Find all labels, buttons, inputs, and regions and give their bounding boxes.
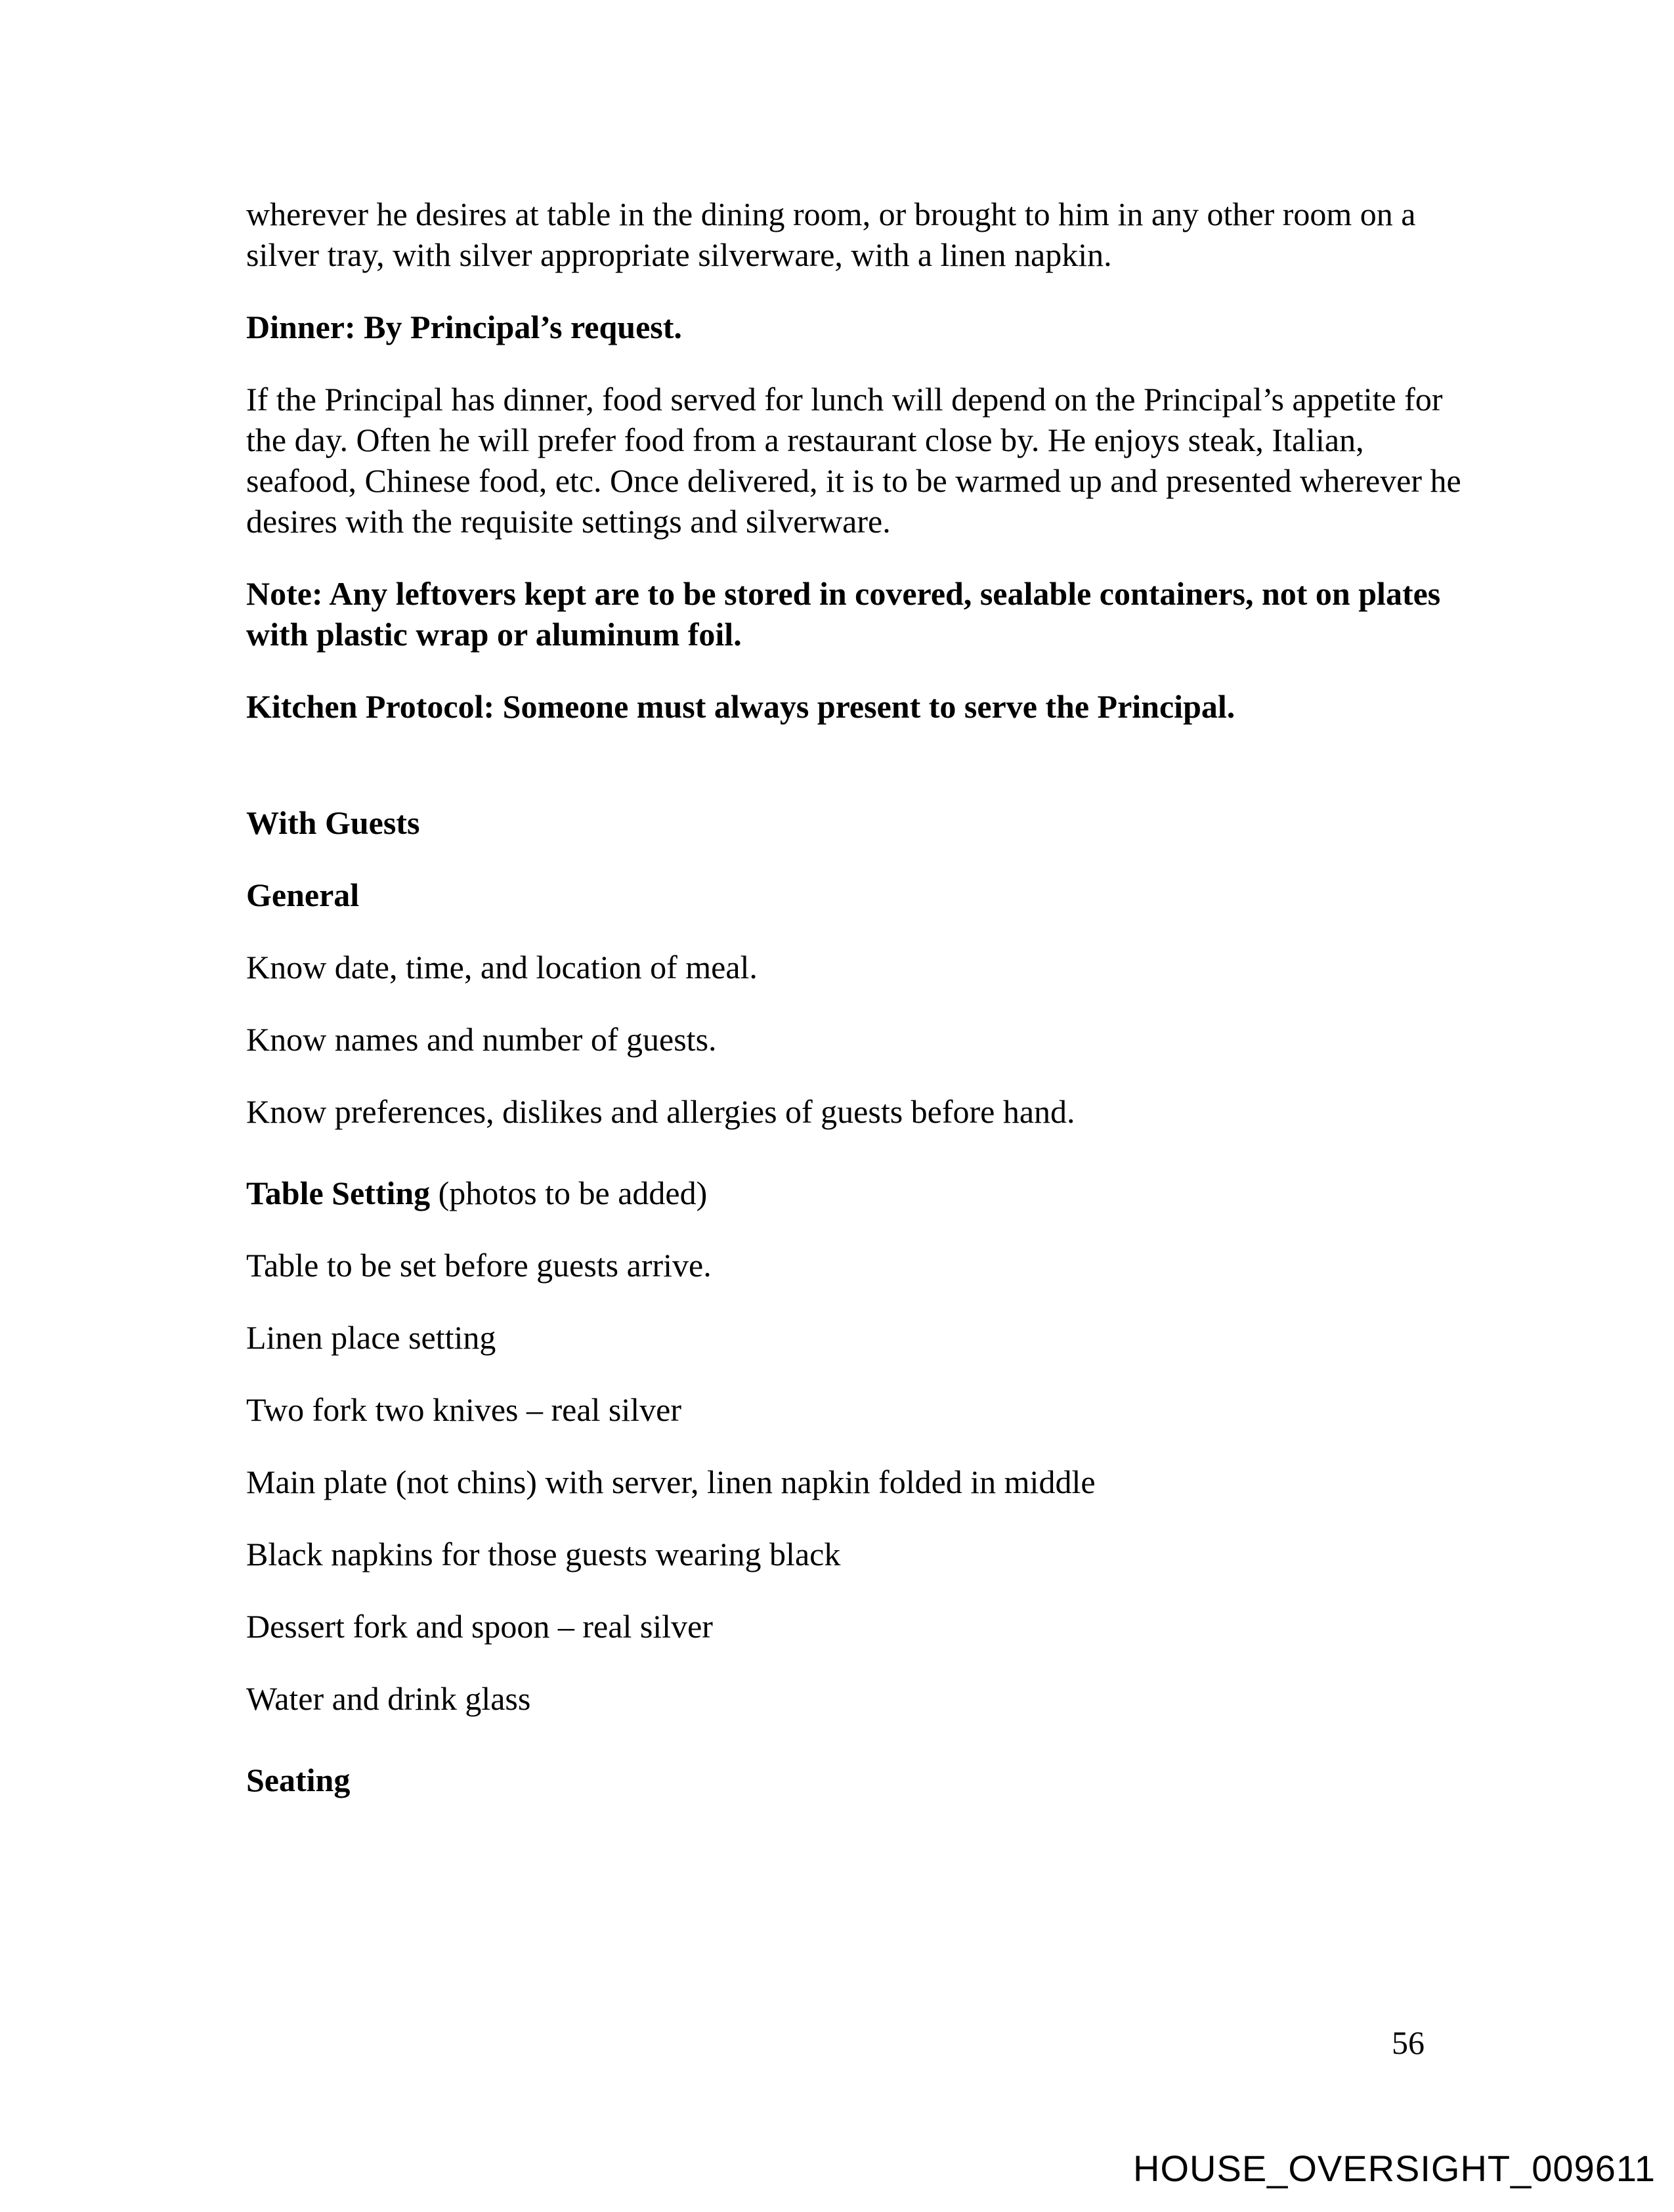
heading-table-setting-bold: Table Setting — [246, 1175, 431, 1211]
paragraph-dinner-details: If the Principal has dinner, food served for lunch will depend on the Principal’s appetite for the day. Often he will prefer food from a restaurant close by. He enjoys steak, Italian, seafood, Chinese food, etc. Once delivered, it is to be warmed up and presented wherever he desires with the requisite settings and silverware. — [246, 381, 1461, 540]
paragraph-kitchen-protocol: Kitchen Protocol: Someone must always present to serve the Principal. — [246, 688, 1235, 725]
paragraph-know-date: Know date, time, and location of meal. — [246, 949, 758, 986]
paragraph-black-napkins: Black napkins for those guests wearing black — [246, 1536, 841, 1572]
heading-with-guests: With Guests — [246, 804, 420, 841]
heading-seating: Seating — [246, 1762, 351, 1798]
paragraph-know-preferences: Know preferences, dislikes and allergies of guests before hand. — [246, 1093, 1075, 1130]
paragraph-continued: wherever he desires at table in the dining room, or brought to him in any other room on a silver tray, with silver appropriate silverware, with a linen napkin. — [246, 196, 1416, 273]
paragraph-dessert-fork: Dessert fork and spoon – real silver — [246, 1608, 713, 1645]
paragraph-linen-place-setting: Linen place setting — [246, 1319, 496, 1356]
paragraph-table-set-before: Table to be set before guests arrive. — [246, 1247, 712, 1284]
heading-general: General — [246, 877, 360, 913]
paragraph-know-names: Know names and number of guests. — [246, 1021, 717, 1058]
page-number: 56 — [1392, 2024, 1425, 2061]
heading-table-setting — [246, 1173, 1480, 1213]
bates-stamp: HOUSE_OVERSIGHT_009611 — [1133, 2148, 1656, 2189]
document-body — [246, 194, 1480, 1832]
paragraph-forks-knives: Two fork two knives – real silver — [246, 1391, 682, 1428]
heading-dinner: Dinner: By Principal’s request. — [246, 309, 682, 345]
paragraph-water-glass: Water and drink glass — [246, 1680, 531, 1717]
paragraph-main-plate: Main plate (not chins) with server, linen napkin folded in middle — [246, 1464, 1096, 1500]
paragraph-leftovers-note: Note: Any leftovers kept are to be stored in covered, sealable containers, not on plates with plastic wrap or aluminum foil. — [246, 575, 1441, 653]
heading-table-setting-note: (photos to be added) — [430, 1175, 708, 1211]
